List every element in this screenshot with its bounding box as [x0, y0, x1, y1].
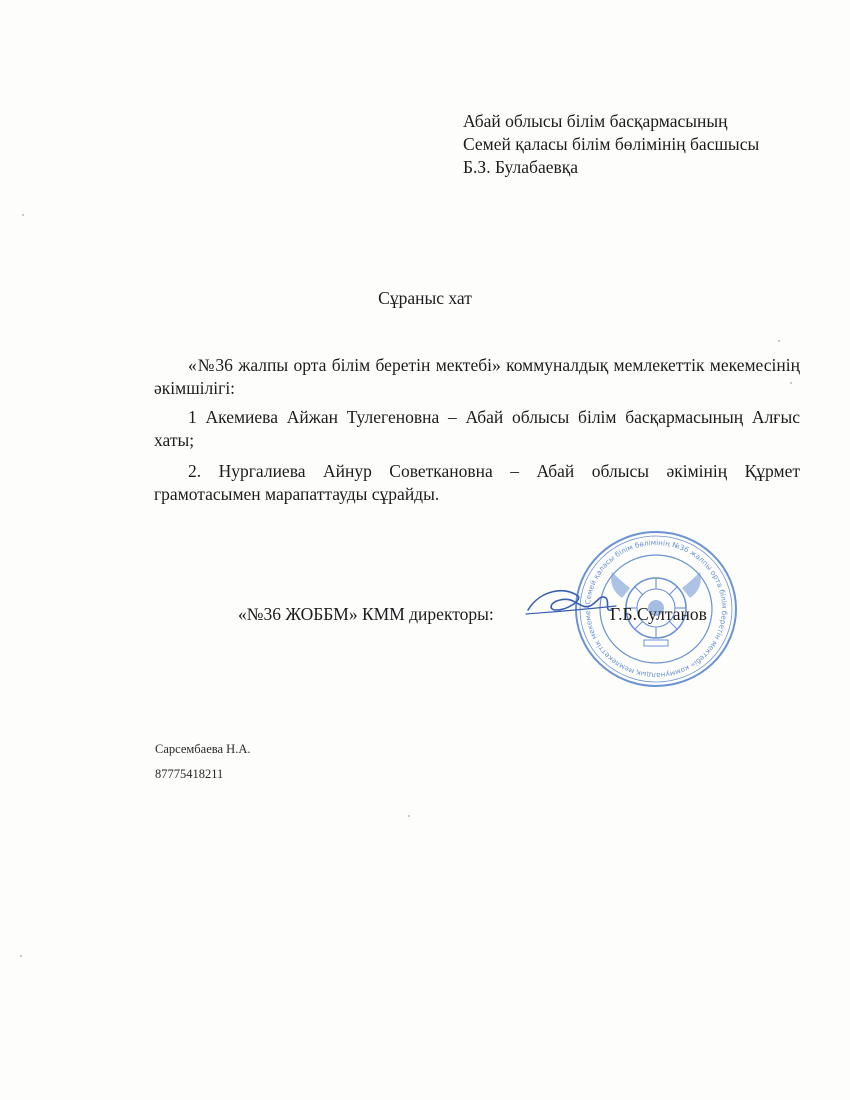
addressee-line-3: Б.З. Булабаевқа — [463, 157, 579, 177]
executor-phone: 87775418211 — [155, 767, 224, 781]
addressee-block — [463, 110, 759, 179]
director-name: Г.Б.Султанов — [610, 604, 707, 624]
executor-block — [155, 737, 250, 787]
intro-paragraph: «№36 жалпы орта білім беретін мектебі» коммуналдық мемлекеттік мекемесінің әкімшілігі: — [154, 355, 800, 398]
director-position: «№36 ЖОББМ» КММ директоры: — [238, 604, 494, 624]
addressee-line-1: Абай облысы білім басқармасының — [463, 111, 728, 131]
director-signature — [520, 580, 620, 630]
document-title: Сұраныс хат — [378, 288, 472, 308]
request-item-1: 1 Акемиева Айжан Тулегеновна – Абай облысы білім басқармасының Алғыс хаты; — [154, 407, 800, 450]
request-item-2: 2. Нургалиева Айнур Советкановна – Абай облысы әкімінің Құрмет грамотасымен марапаттауды сұрайды. — [154, 461, 800, 504]
scan-speck — [20, 955, 22, 957]
scan-speck — [408, 815, 410, 817]
scan-speck — [22, 214, 24, 216]
scan-speck — [778, 340, 780, 342]
executor-name: Сарсембаева Н.А. — [155, 742, 251, 756]
addressee-line-2: Семей қаласы білім бөлімінің басшысы — [463, 134, 760, 154]
seal-text: «Семей қаласы білім бөлімінің №36 жалпы орта білім беретін мектебі» коммуналдық мемлекеттік мекеме — [582, 537, 730, 681]
